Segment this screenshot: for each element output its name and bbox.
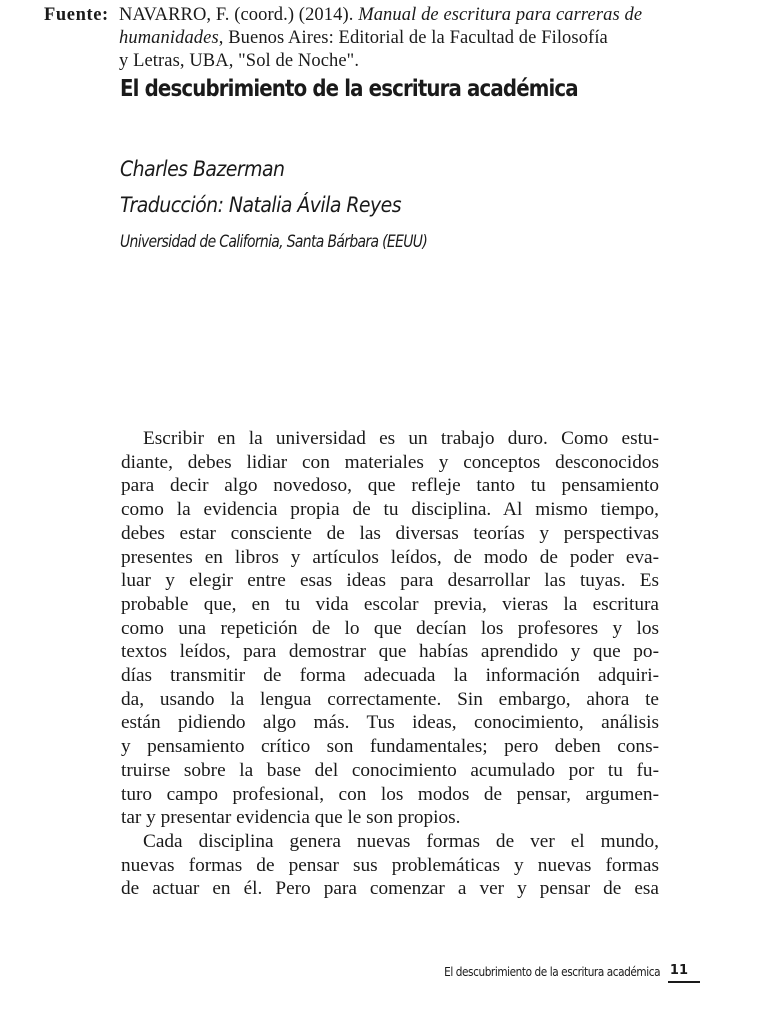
text-line: como la evidencia propia de tu disciplina. Al mismo tiempo, <box>121 499 659 521</box>
chapter-title: El descubrimiento de la escritura académica <box>120 76 578 102</box>
text-line: textos leídos, para demostrar que habías aprendido y que po- <box>121 641 659 663</box>
text-line: probable que, en tu vida escolar previa, vieras la escritura <box>121 593 659 615</box>
text-line: Escribir en la universidad es un trabajo duro. Como estu- <box>143 428 659 449</box>
text-line: de actuar en él. Pero para comenzar a ver y pensar de esa <box>121 878 659 900</box>
text-line: como una repetición de lo que decían los profesores y los <box>121 617 659 639</box>
author-name: Charles Bazerman <box>120 157 285 181</box>
text-line: truirse sobre la base del conocimiento acumulado por tu fu- <box>121 759 659 781</box>
source-authors: NAVARRO, F. (coord.) (2014). <box>119 5 359 25</box>
text-line: diante, debes lidiar con materiales y conceptos desconocidos <box>121 451 659 473</box>
running-title: El descubrimiento de la escritura académica <box>444 964 660 979</box>
source-book-title-cont: humanidades <box>119 28 219 48</box>
source-line <box>119 27 760 50</box>
source-citation <box>44 4 760 73</box>
text-line: Cada disciplina genera nuevas formas de ver el mundo, <box>143 830 659 852</box>
author-affiliation: Universidad de California, Santa Bárbara (EEUU) <box>120 232 428 252</box>
source-book-title: Manual de escritura para carreras de <box>358 5 643 25</box>
source-reference <box>119 4 760 73</box>
text-line: presentes en libros y artículos leídos, de modo de poder eva- <box>121 546 659 568</box>
source-line <box>119 4 760 27</box>
text-line: y pensamiento crítico son fundamentales; pero deben cons- <box>121 736 659 758</box>
footer-rule <box>668 981 700 983</box>
translator-name: Traducción: Natalia Ávila Reyes <box>120 193 402 217</box>
paragraph-1 <box>121 427 659 830</box>
body-text <box>121 427 659 901</box>
text-line: tar y presentar evidencia que le son propios. <box>121 807 461 829</box>
source-label: Fuente: <box>44 5 109 25</box>
page-footer <box>420 962 700 984</box>
source-publisher: , Buenos Aires: Editorial de la Facultad de Filosofía <box>218 28 608 48</box>
text-line: para decir algo novedoso, que refleje tanto tu pensamiento <box>121 475 659 497</box>
text-line: debes estar consciente de las diversas teorías y perspectivas <box>121 522 659 544</box>
text-line: luar y elegir entre esas ideas para desarrollar las tuyas. Es <box>121 570 659 592</box>
text-line: días transmitir de forma adecuada la información adquiri- <box>121 665 659 687</box>
text-line: da, usando la lengua correctamente. Sin embargo, ahora te <box>121 688 659 710</box>
page-number: 11 <box>669 963 688 978</box>
text-line: están pidiendo algo más. Tus ideas, conocimiento, análisis <box>121 712 659 734</box>
text-line: turo campo profesional, con los modos de pensar, argumen- <box>121 783 659 805</box>
source-line: y Letras, UBA, "Sol de Noche". <box>119 51 360 71</box>
paragraph-2 <box>121 830 659 901</box>
text-line: nuevas formas de pensar sus problemáticas y nuevas formas <box>121 854 659 876</box>
